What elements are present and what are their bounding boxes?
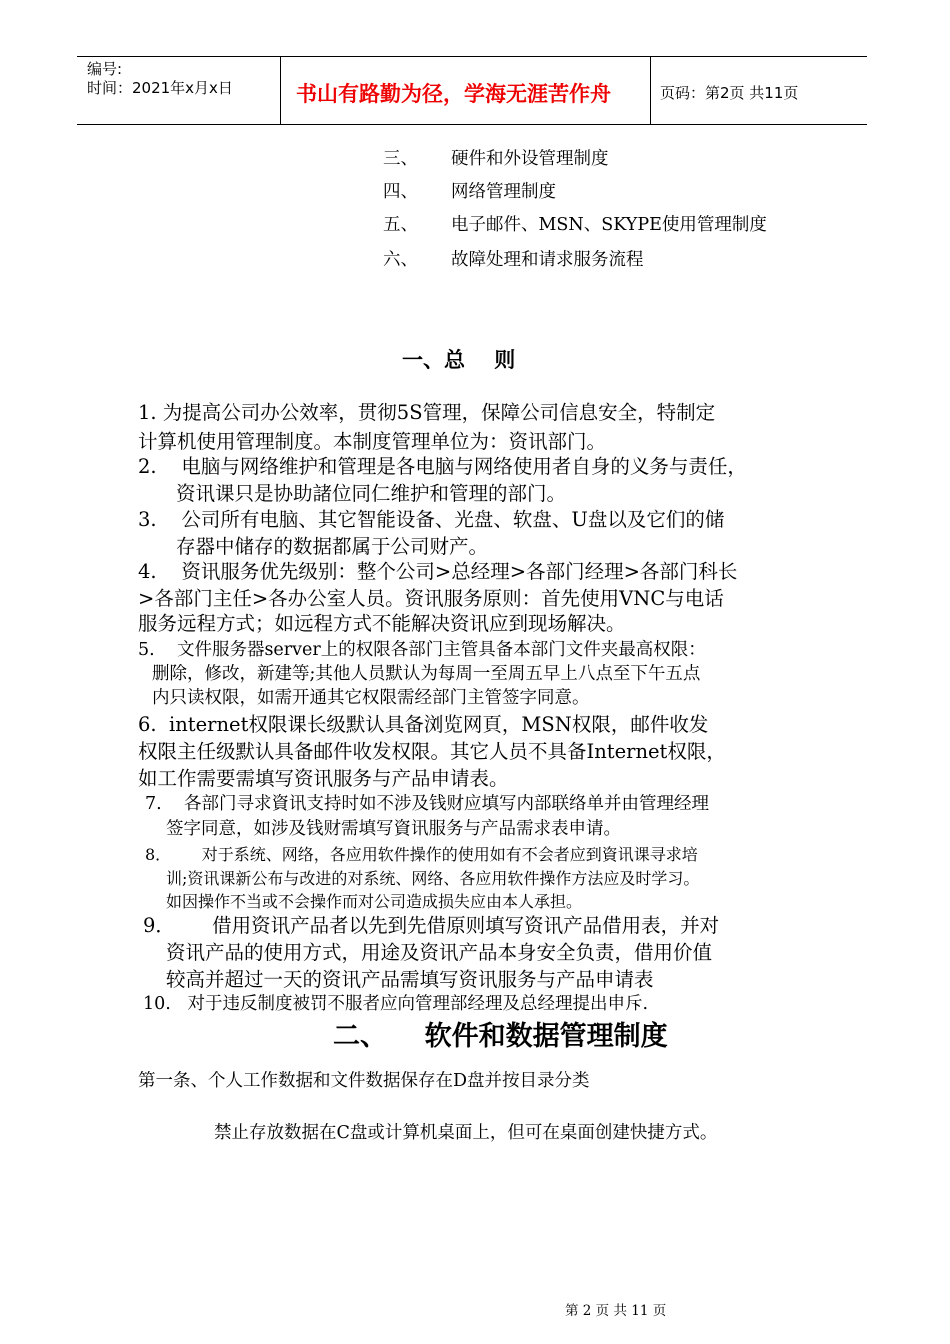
item-line: 服务远程方式；如远程方式不能解决资讯应到现场解决。 <box>138 612 626 635</box>
article-1-detail: 禁止存放数据在C盘或计算机桌面上，但可在桌面创建快捷方式。 <box>214 1123 718 1143</box>
toc-item <box>383 246 883 272</box>
header-page-info: 页码：第2页 共11页 <box>660 84 799 102</box>
article-1: 第一条、个人工作数据和文件数据保存在D盘并按目录分类 <box>138 1071 590 1091</box>
section-2-title: 二、 软件和数据管理制度 <box>333 1021 668 1052</box>
item-line: 3. 公司所有电脑、其它智能设备、光盘、软盘、U盘以及它们的储 <box>138 508 725 531</box>
item-line: 8． 对于系统、网络，各应用软件操作的使用如有不会者应到資讯课寻求培 <box>145 845 698 864</box>
item-line: 删除，修改，新建等;其他人员默认为每周一至周五早上八点至下午五点 <box>152 664 701 684</box>
item-line: 9． 借用资讯产品者以先到先借原则填写资讯产品借用表，并对 <box>143 914 720 937</box>
item-line: >各部门主任>各办公室人员。资讯服务原则：首先使用VNC与电话 <box>138 587 724 610</box>
toc-number: 三、 <box>383 149 418 169</box>
time-label: 时间：2021年x月x日 <box>87 79 233 97</box>
item-line: 计算机使用管理制度。本制度管理单位为：资讯部门。 <box>138 430 607 453</box>
item-line: 较高并超过一天的资讯产品需填写资讯服务与产品申请表 <box>166 968 654 991</box>
header-bottom-rule <box>77 124 867 125</box>
header-motto: 书山有路勤为径，学海无涯苦作舟 <box>296 82 611 106</box>
toc-item <box>383 145 883 171</box>
item-line: 5. 文件服务器server上的权限各部门主管具备本部门文件夹最高权限： <box>138 640 706 660</box>
item-line: 签字同意，如涉及钱财需填写資讯服务与产品需求表申请。 <box>166 819 621 839</box>
item-line: 如因操作不当或不会操作而对公司造成损失应由本人承担。 <box>166 892 583 911</box>
header-divider-right <box>650 56 651 125</box>
item-line: 权限主任级默认具备邮件收发权限。其它人员不具备Internet权限， <box>138 740 726 763</box>
item-line: 1. 为提高公司办公效率，贯彻5S管理，保障公司信息安全，特制定 <box>138 401 716 424</box>
toc-number: 四、 <box>383 182 418 202</box>
item-line: 如工作需要需填写资讯服务与产品申请表。 <box>138 767 509 790</box>
header-top-rule <box>77 56 867 57</box>
toc-text: 网络管理制度 <box>451 182 556 202</box>
toc-number: 五、 <box>383 215 418 235</box>
toc-item <box>383 211 883 237</box>
section-1-title: 一、总 则 <box>402 347 516 372</box>
item-line: 6. internet权限课长级默认具备浏览网頁，MSN权限，邮件收发 <box>138 713 709 736</box>
toc-text: 电子邮件、MSN、SKYPE使用管理制度 <box>451 215 767 235</box>
toc-item <box>383 178 883 204</box>
item-line: 4. 资讯服务优先级别：整个公司>总经理>各部门经理>各部门科长 <box>138 560 738 583</box>
toc-text: 故障处理和请求服务流程 <box>451 250 644 270</box>
item-line: 10. 对于违反制度被罚不服者应向管理部经理及总经理提出申斥. <box>143 994 649 1014</box>
toc-text: 硬件和外设管理制度 <box>451 149 609 169</box>
serial-label: 编号: <box>87 60 123 78</box>
item-line: 资讯课只是协助諸位同仁维护和管理的部门。 <box>176 482 567 505</box>
toc-number: 六、 <box>383 250 418 270</box>
item-line: 内只读权限，如需开通其它权限需经部门主管签字同意。 <box>152 688 590 708</box>
item-line: 资讯产品的使用方式，用途及资讯产品本身安全负责，借用价值 <box>166 941 713 964</box>
item-line: 训;资讯课新公布与改进的对系统、网络、各应用软件操作方法应及时学习。 <box>166 869 700 888</box>
item-line: 7. 各部门寻求資讯支持时如不涉及钱财应填写内部联络单并由管理经理 <box>145 794 709 814</box>
header-divider-left <box>280 56 281 125</box>
page-footer: 第 2 页 共 11 页 <box>565 1303 667 1319</box>
item-line: 2. 电脑与网络维护和管理是各电脑与网络使用者自身的义务与责任， <box>138 455 747 478</box>
item-line: 存器中储存的数据都属于公司财产。 <box>176 535 489 558</box>
